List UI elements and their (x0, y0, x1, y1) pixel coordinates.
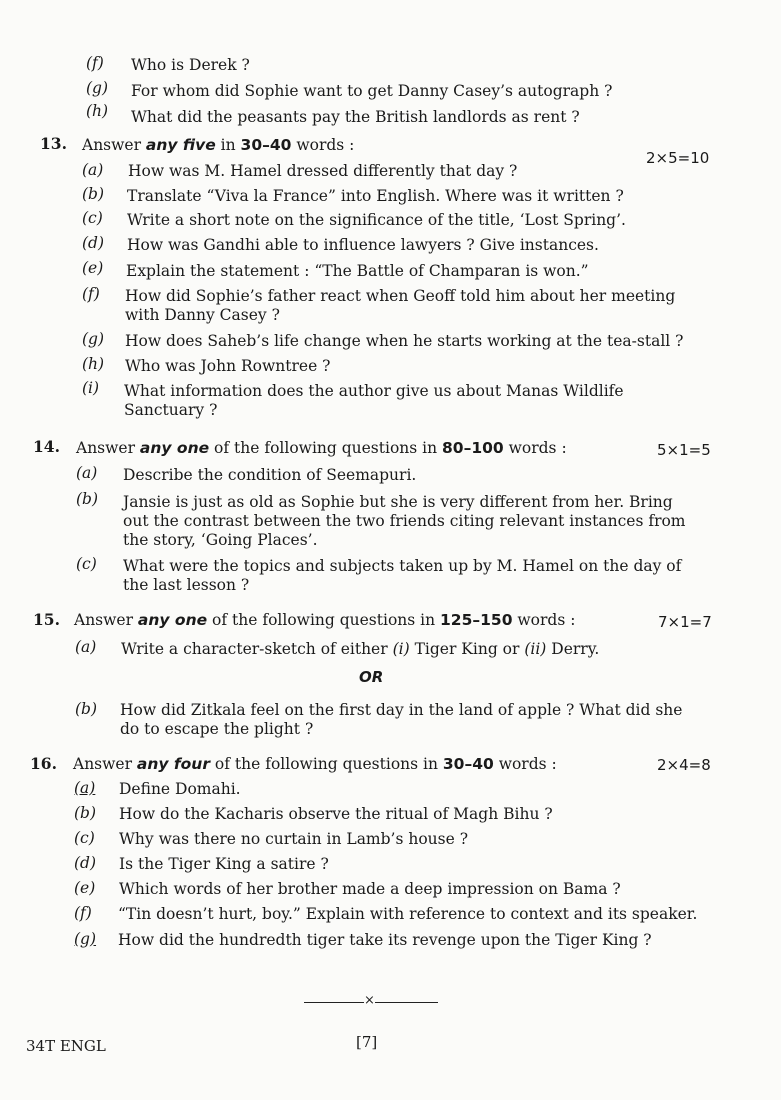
q13-d-text: How was Gandhi able to influence lawyers ? Give instances. (127, 236, 599, 254)
end-line-left (304, 1002, 364, 1003)
q13-instruction: Answer any five in 30–40 words : (82, 136, 355, 154)
q14-b-text-line1: Jansie is just as old as Sophie but she is very different from her. Bring (123, 493, 673, 511)
page-number: [7] (356, 1033, 378, 1051)
q15-a-text: Write a character-sketch of either (i) Tiger King or (ii) Derry. (121, 640, 600, 658)
q12-f-label: (f) (86, 54, 104, 72)
q14-c-text-line2: the last lesson ? (123, 576, 250, 594)
q13-h-text: Who was John Rowntree ? (125, 357, 331, 375)
q15-b-text-line1: How did Zitkala feel on the first day in the land of apple ? What did she (120, 701, 683, 719)
q16-g-label: (g) (74, 930, 97, 948)
q16-number: 16. (30, 754, 57, 773)
q13-g-label: (g) (82, 330, 105, 348)
paper-code: 34T ENGL (26, 1037, 106, 1055)
q16-a-text: Define Domahi. (119, 780, 241, 798)
q13-d-label: (d) (82, 234, 105, 252)
q15-instruction: Answer any one of the following questions in 125–150 words : (74, 611, 576, 629)
q15-b-label: (b) (75, 700, 98, 718)
q16-d-label: (d) (74, 854, 97, 872)
q13-f-label: (f) (82, 285, 100, 303)
end-line-right (375, 1002, 438, 1003)
q14-a-label: (a) (76, 464, 98, 482)
q13-f-text-line2: with Danny Casey ? (125, 306, 280, 324)
q15-a-label: (a) (75, 638, 97, 656)
q13-a-text: How was M. Hamel dressed differently that day ? (128, 162, 518, 180)
end-marker: × (364, 993, 375, 1008)
q13-b-label: (b) (82, 185, 105, 203)
q14-marks: 5×1=5 (657, 441, 711, 459)
q13-marks: 2×5=10 (646, 149, 710, 167)
q13-g-text: How does Saheb’s life change when he starts working at the tea-stall ? (125, 332, 684, 350)
q14-c-label: (c) (76, 555, 97, 573)
q13-f-text-line1: How did Sophie’s father react when Geoff told him about her meeting (125, 287, 676, 305)
q16-marks: 2×4=8 (657, 756, 711, 774)
q13-number: 13. (40, 134, 67, 153)
q13-e-label: (e) (82, 259, 104, 277)
q13-c-text: Write a short note on the significance of the title, ‘Lost Spring’. (127, 211, 626, 229)
q16-c-text: Why was there no curtain in Lamb’s house ? (119, 830, 469, 848)
q13-h-label: (h) (82, 355, 105, 373)
q16-a-label: (a) (74, 779, 96, 797)
q14-b-text-line2: out the contrast between the two friends citing relevant instances from (123, 512, 686, 530)
q16-b-text: How do the Kacharis observe the ritual of Magh Bihu ? (119, 805, 553, 823)
q14-b-label: (b) (76, 490, 99, 508)
q13-i-text-line1: What information does the author give us about Manas Wildlife (124, 382, 624, 400)
q12-h-text: What did the peasants pay the British landlords as rent ? (131, 108, 580, 126)
q13-a-label: (a) (82, 161, 104, 179)
q13-b-text: Translate “Viva la France” into English. Where was it written ? (127, 187, 624, 205)
q12-h-label: (h) (86, 102, 109, 120)
q12-g-label: (g) (86, 79, 109, 97)
q16-d-text: Is the Tiger King a satire ? (119, 855, 329, 873)
q14-a-text: Describe the condition of Seemapuri. (123, 466, 417, 484)
q15-marks: 7×1=7 (658, 613, 712, 631)
q16-f-label: (f) (74, 904, 92, 922)
q13-e-text: Explain the statement : “The Battle of Champaran is won.” (126, 262, 589, 280)
q13-i-text-line2: Sanctuary ? (124, 401, 218, 419)
q14-c-text-line1: What were the topics and subjects taken up by M. Hamel on the day of (123, 557, 682, 575)
q14-number: 14. (33, 437, 60, 456)
q16-g-text: How did the hundredth tiger take its revenge upon the Tiger King ? (118, 931, 652, 949)
q16-e-text: Which words of her brother made a deep impression on Bama ? (119, 880, 621, 898)
q13-i-label: (i) (82, 379, 100, 397)
q14-instruction: Answer any one of the following questions in 80–100 words : (76, 439, 567, 457)
q15-or-divider: OR (359, 668, 384, 686)
q16-c-label: (c) (74, 829, 95, 847)
q12-g-text: For whom did Sophie want to get Danny Casey’s autograph ? (131, 82, 613, 100)
q15-number: 15. (33, 610, 60, 629)
q16-e-label: (e) (74, 879, 96, 897)
q16-instruction: Answer any four of the following questions in 30–40 words : (73, 755, 557, 773)
q13-c-label: (c) (82, 209, 103, 227)
q16-f-text: “Tin doesn’t hurt, boy.” Explain with reference to context and its speaker. (118, 905, 698, 923)
q15-b-text-line2: do to escape the plight ? (120, 720, 314, 738)
q14-b-text-line3: the story, ‘Going Places’. (123, 531, 318, 549)
q16-b-label: (b) (74, 804, 97, 822)
q12-f-text: Who is Derek ? (131, 56, 250, 74)
